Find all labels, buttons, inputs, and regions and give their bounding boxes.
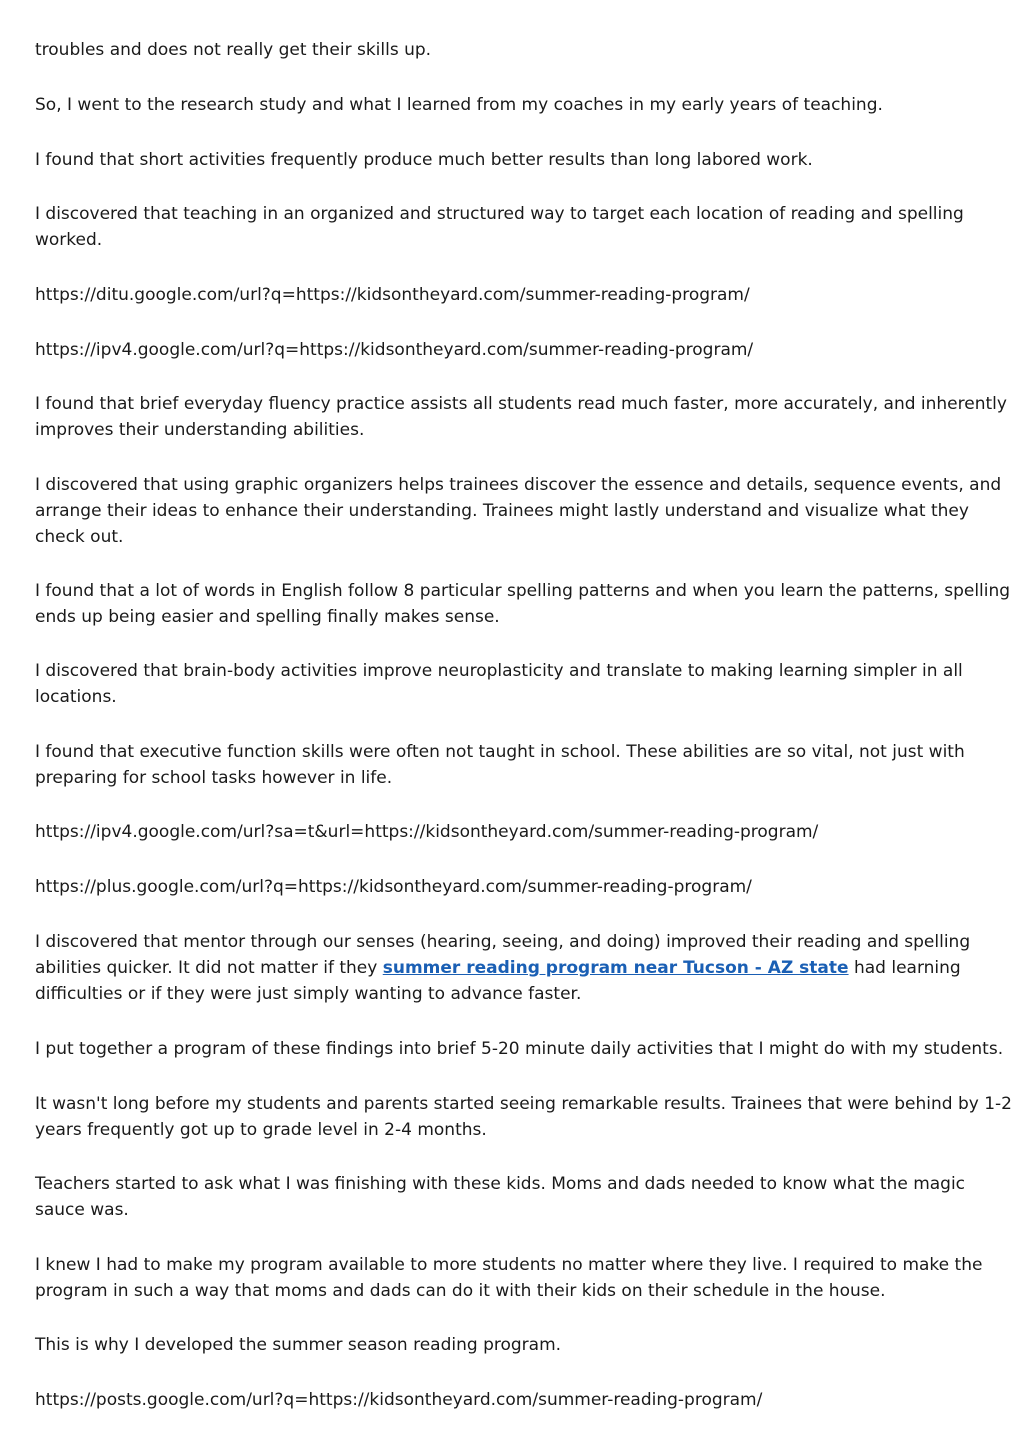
paragraph (35, 472, 1002, 550)
text-line: I found that a lot of words in English follow 8 particular spelling patterns and when you learn the patterns, spelling (35, 581, 1011, 601)
paragraph (35, 658, 995, 710)
text-line-with-link (35, 955, 995, 981)
paragraph (35, 1036, 1004, 1062)
paragraph (35, 92, 995, 118)
text-line: sauce was. (35, 1200, 129, 1220)
url-text: https://plus.google.com/url?q=https://kidsontheyard.com/summer-reading-program/ (35, 877, 752, 897)
text-line: difficulties or if they were just simply wanting to advance faster. (35, 984, 582, 1004)
paragraph (35, 1332, 995, 1358)
url-paragraph (35, 874, 995, 900)
paragraph (35, 37, 995, 63)
text-line: I knew I had to make my program available to more students no matter where they live. I required to make the (35, 1255, 983, 1275)
text-line: improves their understanding abilities. (35, 420, 365, 440)
text-line: worked. (35, 230, 103, 250)
text-line: locations. (35, 687, 117, 707)
url-text: https://posts.google.com/url?q=https://kidsontheyard.com/summer-reading-program/ (35, 1390, 763, 1410)
paragraph (35, 578, 1011, 630)
text-fragment: had learning (848, 958, 961, 978)
text-line: I found that executive function skills were often not taught in school. These abilities are so vital, not just with (35, 742, 965, 762)
url-text: https://ipv4.google.com/url?sa=t&url=https://kidsontheyard.com/summer-reading-program/ (35, 822, 819, 842)
text-line: Teachers started to ask what I was finishing with these kids. Moms and dads needed to know what the magic (35, 1174, 966, 1194)
text-line: I put together a program of these findings into brief 5-20 minute daily activities that I might do with my students. (35, 1039, 1004, 1059)
url-paragraph (35, 819, 995, 845)
summer-reading-program-link[interactable]: summer reading program near Tucson - AZ state (382, 958, 849, 978)
text-line: check out. (35, 527, 124, 547)
text-line: I discovered that mentor through our senses (hearing, seeing, and doing) improved their reading and spelling (35, 932, 971, 952)
text-line: It wasn't long before my students and parents started seeing remarkable results. Trainees that were behind by 1-2 (35, 1094, 1012, 1114)
url-paragraph (35, 1387, 995, 1413)
text-line: I found that brief everyday fluency practice assists all students read much faster, more accurately, and inherently (35, 394, 1007, 414)
text-line: I discovered that teaching in an organized and structured way to target each location of reading and spelling (35, 204, 964, 224)
paragraph (35, 1252, 995, 1304)
url-text: https://ditu.google.com/url?q=https://kidsontheyard.com/summer-reading-program/ (35, 285, 750, 305)
text-line: This is why I developed the summer season reading program. (35, 1335, 562, 1355)
text-line: preparing for school tasks however in life. (35, 768, 393, 788)
text-line: troubles and does not really get their skills up. (35, 40, 432, 60)
paragraph (35, 201, 995, 253)
paragraph (35, 391, 1007, 443)
url-paragraph (35, 282, 995, 308)
text-fragment: abilities quicker. It did not matter if they (35, 958, 383, 978)
text-line: I discovered that brain-body activities improve neuroplasticity and translate to making learning simpler in all (35, 661, 963, 681)
text-line: years frequently got up to grade level in 2-4 months. (35, 1120, 487, 1140)
paragraph (35, 1171, 995, 1223)
paragraph (35, 147, 995, 173)
paragraph (35, 739, 995, 791)
text-line: I discovered that using graphic organizers helps trainees discover the essence and details, sequence events, and (35, 475, 1002, 495)
url-paragraph (35, 337, 995, 363)
text-line: ends up being easier and spelling finally makes sense. (35, 607, 500, 627)
paragraph-with-link (35, 929, 995, 1007)
text-line: program in such a way that moms and dads can do it with their kids on their schedule in the house. (35, 1281, 886, 1301)
paragraph (35, 1091, 1012, 1143)
url-text: https://ipv4.google.com/url?q=https://kidsontheyard.com/summer-reading-program/ (35, 340, 754, 360)
text-line: arrange their ideas to enhance their understanding. Trainees might lastly understand and visualize what they (35, 501, 969, 521)
text-line: So, I went to the research study and what I learned from my coaches in my early years of teaching. (35, 95, 883, 115)
text-line: I found that short activities frequently produce much better results than long labored work. (35, 150, 813, 170)
